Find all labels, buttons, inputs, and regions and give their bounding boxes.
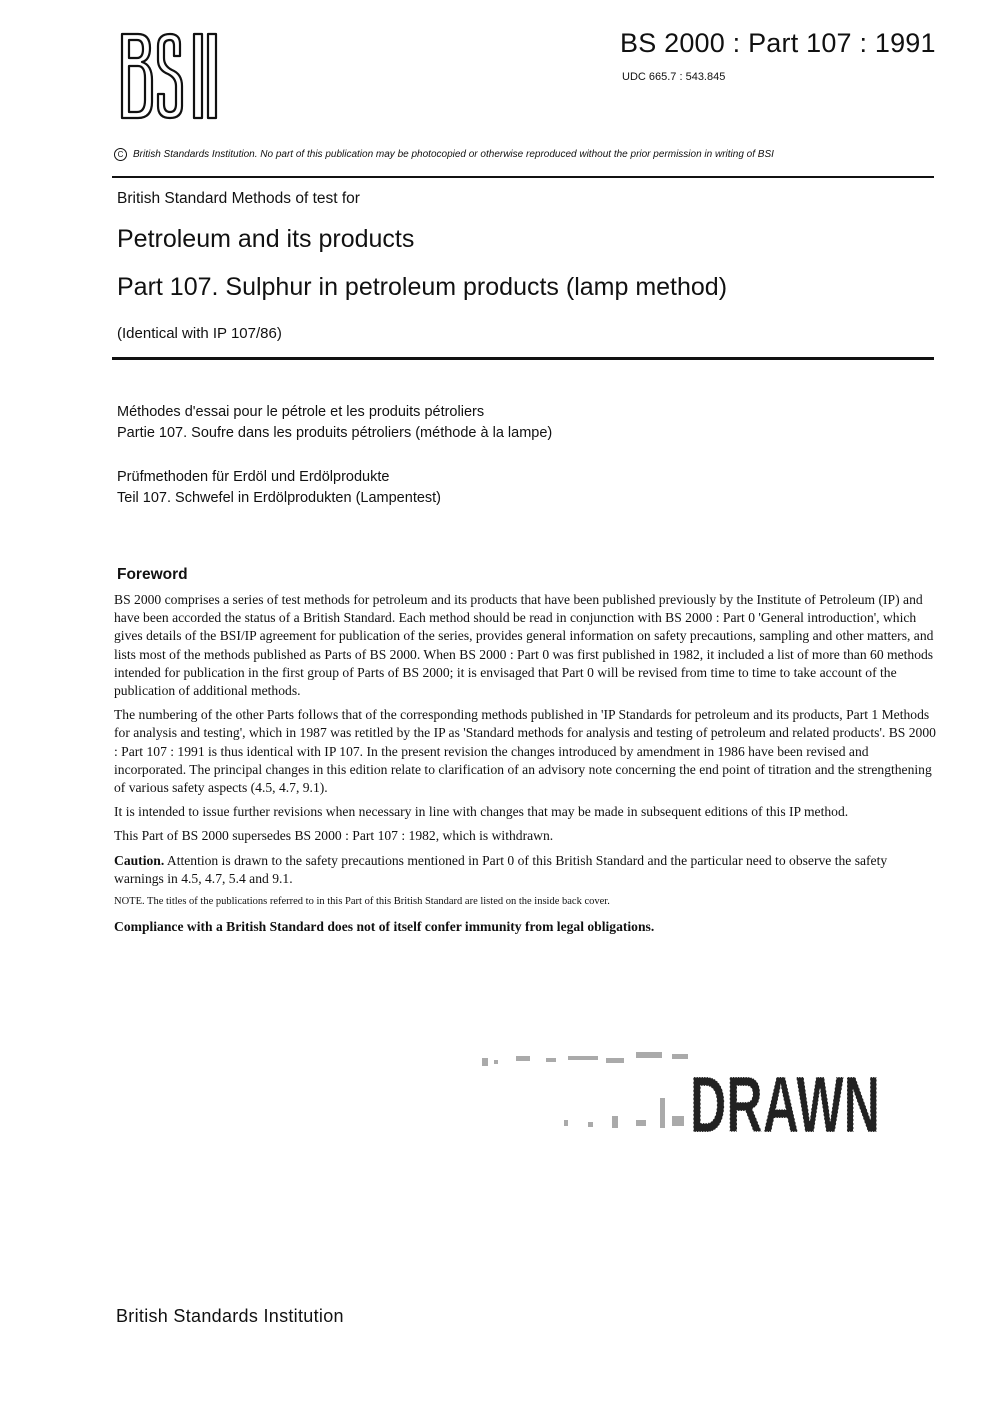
main-title: Petroleum and its products — [117, 225, 415, 253]
foreword-body — [114, 591, 940, 942]
foreword-paragraph: BS 2000 comprises a series of test methods for petroleum and its products that have been published previously by the Institute of Petroleum (IP) and have been accorded the status of a British Standard. Each method should be read in conjunction with BS 2000 : Part 0 'General introduction', which gives details of the BSI/IP agreement for publication of the series, provides general information on safety precautions, sampling and other matters, and lists most of the methods published as Parts of BS 2000. When BS 2000 : Part 0 was first published in 1982, it included a list of more than 60 methods intended for publication in the first group of Parts of BS 2000; it is envisaged that Part 0 will be revised from time to time to take account of the publication of additional methods. — [114, 592, 934, 699]
foreword-heading: Foreword — [117, 566, 188, 583]
copyright-notice — [114, 148, 936, 161]
foreword-paragraph: The numbering of the other Parts follows that of the corresponding methods published in 'IP Standards for petroleum and its products, Part 1 Methods for analysis and testing', which in 1987 was retitled by the IP as 'Standard methods for analysis and testing of petroleum and related products'. BS 2000 : Part 107 : 1991 is thus identical with IP 107. In the present revision the changes introduced by amendment in 1986 have been revised and incorporated. The principal changes in this edition relate to clarification of an advisory note concerning the end point of titration and the strengthening of various safety aspects (4.5, 4.7, 9.1). — [114, 707, 936, 796]
french-title-block — [117, 402, 552, 444]
foreword-paragraph: This Part of BS 2000 supersedes BS 2000 : Part 107 : 1982, which is withdrawn. — [114, 828, 554, 844]
divider-middle — [112, 357, 934, 360]
german-title-block — [117, 467, 441, 509]
foreword-paragraph: It is intended to issue further revisions when necessary in line with changes that may be made in subsequent editions of this IP method. — [114, 804, 849, 820]
german-title-line: Prüfmethoden für Erdöl und Erdölprodukte — [117, 469, 390, 485]
identical-note: (Identical with IP 107/86) — [117, 325, 282, 342]
series-title: British Standard Methods of test for — [117, 190, 360, 207]
part-title: Part 107. Sulphur in petroleum products (lamp method) — [117, 273, 728, 301]
french-title-line: Partie 107. Soufre dans les produits pétroliers (méthode à la lampe) — [117, 425, 553, 441]
caution-label: Caution. — [114, 852, 165, 868]
caution-text: Attention is drawn to the safety precautions mentioned in Part 0 of this British Standard and the particular need to observe the safety warnings in 4.5, 4.7, 5.4 and 9.1. — [114, 852, 888, 886]
compliance-statement: Compliance with a British Standard does not of itself confer immunity from legal obligations. — [114, 919, 655, 935]
copyright-text: British Standards Institution. No part of this publication may be photocopied or otherwise reproduced without the prior permission in writing of BSI — [133, 149, 774, 160]
caution-paragraph — [114, 852, 940, 888]
udc-classification: UDC 665.7 : 543.845 — [622, 71, 726, 83]
copyright-icon: C — [114, 148, 127, 161]
divider-top — [112, 176, 934, 178]
bsi-logo — [118, 30, 222, 122]
german-title-line: Teil 107. Schwefel in Erdölprodukten (Lampentest) — [117, 490, 442, 506]
french-title-line: Méthodes d'essai pour le pétrole et les produits pétroliers — [117, 404, 485, 420]
stamp-text: DRAWN — [690, 1060, 880, 1149]
publisher-name: British Standards Institution — [116, 1306, 344, 1326]
standard-number: BS 2000 : Part 107 : 1991 — [620, 28, 936, 58]
note-paragraph: NOTE. The titles of the publications referred to in this Part of this British Standard are listed on the inside back cover. — [114, 896, 610, 908]
withdrawn-stamp — [476, 1036, 886, 1149]
